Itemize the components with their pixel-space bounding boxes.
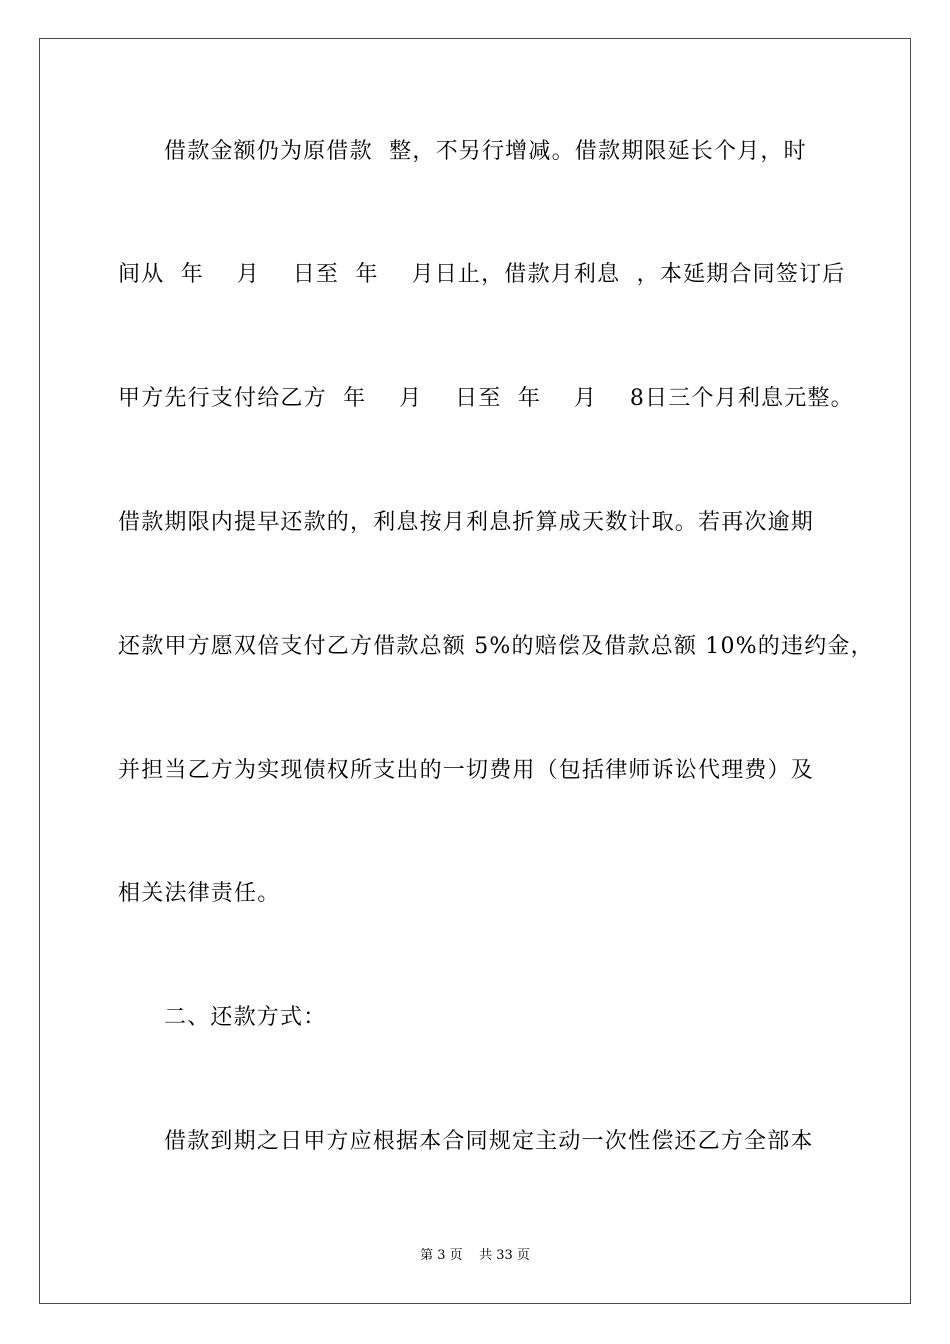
paragraph-line-9: 借款到期之日甲方应根据本合同规定主动一次性偿还乙方全部本 xyxy=(164,1129,814,1154)
paragraph-line-5: 还款甲方愿双倍支付乙方借款总额 5%的赔偿及借款总额 10%的违约金， xyxy=(118,634,874,659)
paragraph-line-2: 间从 年 月 日至 年 月日止，借款月利息 ，本延期合同签订后 xyxy=(118,262,846,287)
page-number-footer: 第 3 页 共 33 页 xyxy=(420,1248,530,1263)
page-border xyxy=(39,38,911,1304)
paragraph-line-7: 相关法律责任。 xyxy=(118,881,281,906)
paragraph-line-6: 并担当乙方为实现债权所支出的一切费用（包括律师诉讼代理费）及 xyxy=(118,758,815,783)
paragraph-line-3: 甲方先行支付给乙方 年 月 日至 年 月 8日三个月利息元整。 xyxy=(118,386,854,411)
paragraph-line-1: 借款金额仍为原借款 整，不另行增减。借款期限延长个月，时 xyxy=(164,139,807,164)
section-heading-repayment: 二、还款方式： xyxy=(164,1005,327,1030)
paragraph-line-4: 借款期限内提早还款的，利息按月利息折算成天数计取。若再次逾期 xyxy=(118,510,815,535)
